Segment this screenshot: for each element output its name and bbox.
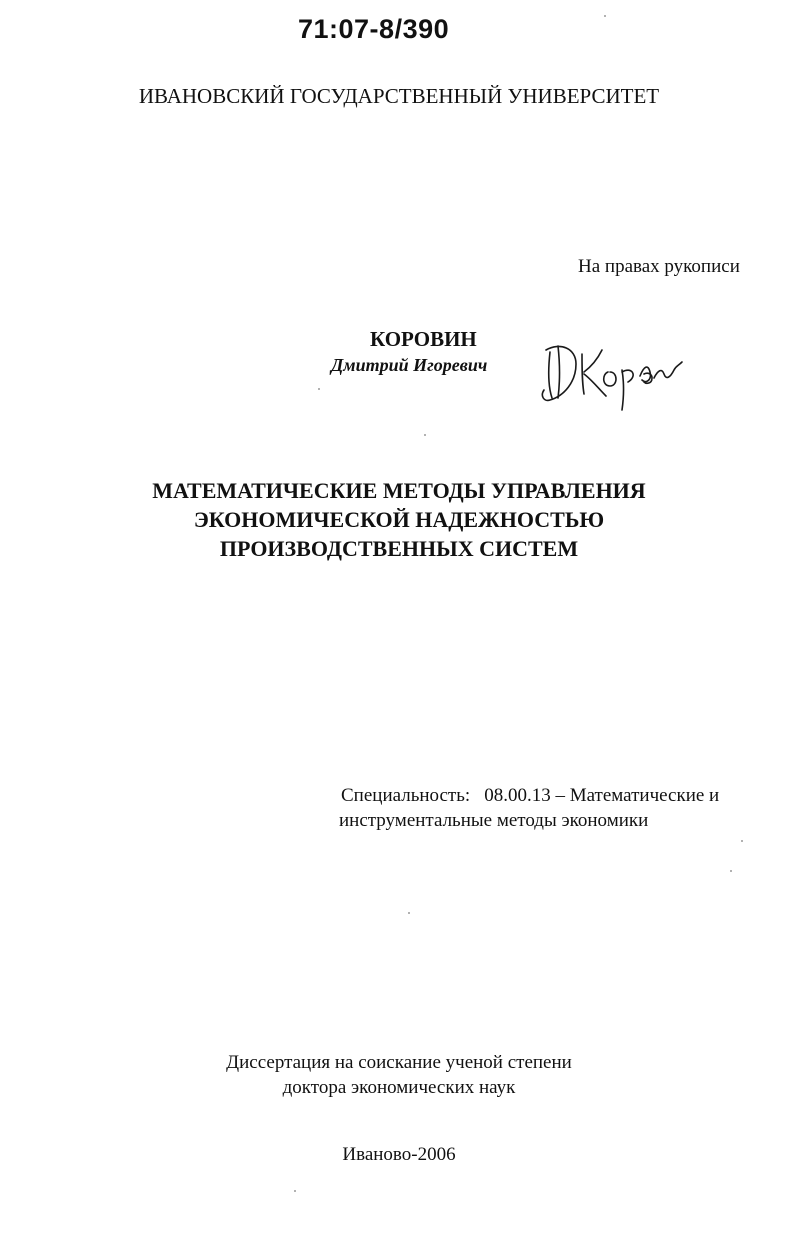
university-name: ИВАНОВСКИЙ ГОСУДАРСТВЕННЫЙ УНИВЕРСИТЕТ bbox=[138, 84, 660, 108]
catalog-number: 71:07-8/390 bbox=[298, 14, 450, 44]
scan-speck bbox=[424, 434, 426, 436]
specialty-name-part: – Математические и bbox=[555, 785, 720, 806]
specialty-label: Специальность: bbox=[341, 785, 471, 806]
scan-speck bbox=[741, 840, 743, 842]
specialty-name-continued: инструментальные методы экономики bbox=[339, 810, 649, 831]
scan-speck bbox=[604, 15, 606, 17]
degree-line: доктора экономических наук bbox=[282, 1077, 516, 1098]
place-and-year: Иваново-2006 bbox=[342, 1144, 456, 1165]
author-surname: КОРОВИН bbox=[370, 327, 477, 351]
scan-speck bbox=[294, 1190, 296, 1192]
specialty-code: 08.00.13 bbox=[484, 785, 551, 806]
specialty-block bbox=[341, 783, 719, 833]
thesis-title-line: ПРОИЗВОДСТВЕННЫХ СИСТЕМ bbox=[219, 536, 579, 561]
scan-speck bbox=[408, 912, 410, 914]
thesis-title-line: ЭКОНОМИЧЕСКОЙ НАДЕЖНОСТЬЮ bbox=[193, 507, 605, 532]
scan-speck bbox=[730, 870, 732, 872]
thesis-title bbox=[0, 476, 798, 563]
handwritten-signature bbox=[536, 320, 686, 412]
author-given-names: Дмитрий Игоревич bbox=[331, 355, 488, 375]
degree-statement bbox=[0, 1050, 798, 1100]
degree-line: Диссертация на соискание ученой степени bbox=[226, 1052, 572, 1073]
thesis-title-line: МАТЕМАТИЧЕСКИЕ МЕТОДЫ УПРАВЛЕНИЯ bbox=[152, 478, 646, 503]
scan-speck bbox=[318, 388, 320, 390]
manuscript-rights-note: На правах рукописи bbox=[578, 256, 740, 277]
